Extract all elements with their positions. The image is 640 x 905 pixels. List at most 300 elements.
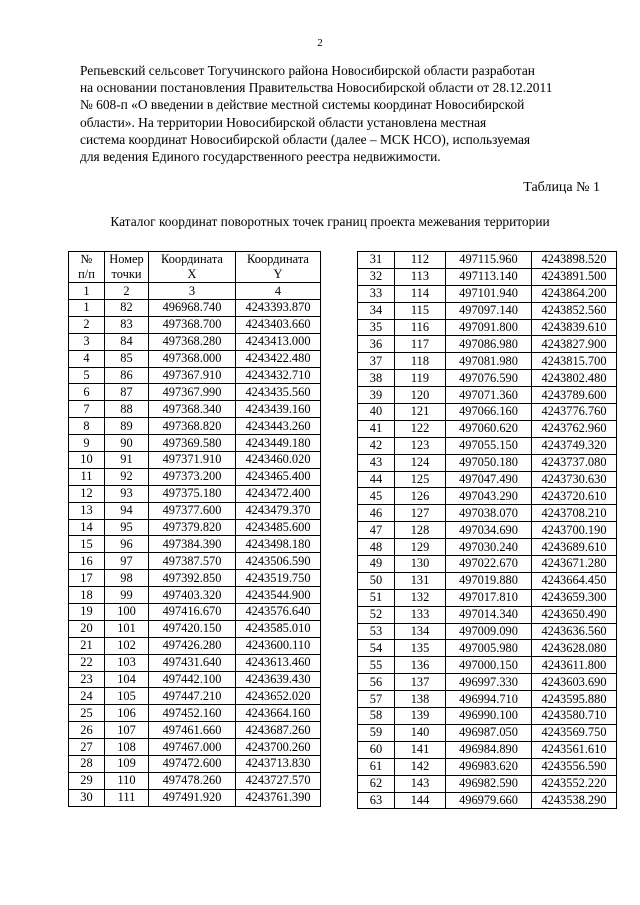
coord-x: 497030.240 xyxy=(446,539,532,556)
table-row xyxy=(69,401,321,418)
point-number: 129 xyxy=(395,539,446,556)
point-number: 102 xyxy=(105,637,149,654)
coord-y: 4243498.180 xyxy=(236,536,321,553)
coord-y: 4243576.640 xyxy=(236,604,321,621)
table-row xyxy=(358,302,617,319)
coord-y: 4243538.290 xyxy=(532,792,617,809)
point-number: 95 xyxy=(105,519,149,536)
coord-x: 497086.980 xyxy=(446,336,532,353)
coord-x: 496968.740 xyxy=(149,300,236,317)
table-row xyxy=(358,556,617,573)
header-row xyxy=(69,252,321,283)
coord-y: 4243465.400 xyxy=(236,468,321,485)
coord-x: 497076.590 xyxy=(446,370,532,387)
row-index: 9 xyxy=(69,435,105,452)
coord-x: 497081.980 xyxy=(446,353,532,370)
row-index: 21 xyxy=(69,637,105,654)
coord-x: 497055.150 xyxy=(446,437,532,454)
coord-x: 497379.820 xyxy=(149,519,236,536)
row-index: 54 xyxy=(358,640,395,657)
row-index: 22 xyxy=(69,654,105,671)
coord-x: 497022.670 xyxy=(446,556,532,573)
point-number: 103 xyxy=(105,654,149,671)
table-row xyxy=(69,333,321,350)
table-row xyxy=(358,420,617,437)
page-number: 2 xyxy=(317,37,323,49)
row-index: 26 xyxy=(69,722,105,739)
row-index: 17 xyxy=(69,570,105,587)
coord-x: 497491.920 xyxy=(149,789,236,806)
table-row xyxy=(358,252,617,269)
coord-y: 4243671.280 xyxy=(532,556,617,573)
table-row xyxy=(69,536,321,553)
point-number: 100 xyxy=(105,604,149,621)
coord-y: 4243585.010 xyxy=(236,620,321,637)
point-number: 111 xyxy=(105,789,149,806)
coord-y: 4243839.610 xyxy=(532,319,617,336)
coord-y: 4243432.710 xyxy=(236,367,321,384)
coord-x: 497478.260 xyxy=(149,772,236,789)
coord-x: 497472.600 xyxy=(149,756,236,773)
coord-y: 4243639.430 xyxy=(236,671,321,688)
coord-y: 4243700.260 xyxy=(236,739,321,756)
row-index: 60 xyxy=(358,741,395,758)
row-index: 53 xyxy=(358,623,395,640)
point-number: 116 xyxy=(395,319,446,336)
point-number: 120 xyxy=(395,387,446,404)
table-row xyxy=(358,319,617,336)
row-index: 52 xyxy=(358,606,395,623)
row-index: 8 xyxy=(69,418,105,435)
coord-x: 497368.820 xyxy=(149,418,236,435)
table-row xyxy=(358,674,617,691)
coord-y: 4243898.520 xyxy=(532,252,617,269)
point-number: 138 xyxy=(395,691,446,708)
row-index: 14 xyxy=(69,519,105,536)
paragraph-line: № 608-п «О введении в действие местной системы координат Новосибирской xyxy=(80,97,525,113)
point-number: 127 xyxy=(395,505,446,522)
row-index: 59 xyxy=(358,724,395,741)
row-index: 27 xyxy=(69,739,105,756)
point-number: 122 xyxy=(395,420,446,437)
coord-y: 4243650.490 xyxy=(532,606,617,623)
row-index: 32 xyxy=(358,268,395,285)
point-number: 108 xyxy=(105,739,149,756)
coord-x: 497369.580 xyxy=(149,435,236,452)
coord-y: 4243422.480 xyxy=(236,350,321,367)
table-row xyxy=(69,789,321,806)
coord-x: 497101.940 xyxy=(446,285,532,302)
coord-x: 497047.490 xyxy=(446,471,532,488)
table-row xyxy=(358,741,617,758)
coordinates-table-right xyxy=(357,251,617,809)
row-index: 61 xyxy=(358,758,395,775)
row-index: 56 xyxy=(358,674,395,691)
row-index: 33 xyxy=(358,285,395,302)
intro-paragraph xyxy=(80,62,610,165)
coord-x: 497091.800 xyxy=(446,319,532,336)
row-index: 7 xyxy=(69,401,105,418)
table-row xyxy=(358,589,617,606)
coord-y: 4243628.080 xyxy=(532,640,617,657)
column-number: 3 xyxy=(149,283,236,300)
point-number: 101 xyxy=(105,620,149,637)
coord-y: 4243815.700 xyxy=(532,353,617,370)
table-row xyxy=(69,772,321,789)
point-number: 131 xyxy=(395,572,446,589)
point-number: 88 xyxy=(105,401,149,418)
coord-x: 497375.180 xyxy=(149,485,236,502)
row-index: 24 xyxy=(69,688,105,705)
row-index: 44 xyxy=(358,471,395,488)
coord-x: 497043.290 xyxy=(446,488,532,505)
coord-y: 4243776.760 xyxy=(532,404,617,421)
table-row xyxy=(69,485,321,502)
point-number: 83 xyxy=(105,316,149,333)
row-index: 25 xyxy=(69,705,105,722)
coord-y: 4243485.600 xyxy=(236,519,321,536)
point-number: 106 xyxy=(105,705,149,722)
point-number: 125 xyxy=(395,471,446,488)
row-index: 34 xyxy=(358,302,395,319)
point-number: 87 xyxy=(105,384,149,401)
point-number: 104 xyxy=(105,671,149,688)
coord-y: 4243460.020 xyxy=(236,452,321,469)
row-index: 19 xyxy=(69,604,105,621)
point-number: 126 xyxy=(395,488,446,505)
coord-y: 4243569.750 xyxy=(532,724,617,741)
row-index: 55 xyxy=(358,657,395,674)
point-number: 117 xyxy=(395,336,446,353)
coord-y: 4243827.900 xyxy=(532,336,617,353)
table-row xyxy=(358,353,617,370)
coord-x: 497000.150 xyxy=(446,657,532,674)
coord-x: 496983.620 xyxy=(446,758,532,775)
table-row xyxy=(69,570,321,587)
paragraph-line: система координат Новосибирской области (далее – МСК НСО), используемая xyxy=(80,131,531,147)
coord-x: 497019.880 xyxy=(446,572,532,589)
coord-x: 497034.690 xyxy=(446,522,532,539)
point-number: 97 xyxy=(105,553,149,570)
coord-x: 497368.340 xyxy=(149,401,236,418)
point-number: 119 xyxy=(395,370,446,387)
coord-x: 497097.140 xyxy=(446,302,532,319)
row-index: 18 xyxy=(69,587,105,604)
coord-y: 4243700.190 xyxy=(532,522,617,539)
row-index: 29 xyxy=(69,772,105,789)
row-index: 45 xyxy=(358,488,395,505)
row-index: 63 xyxy=(358,792,395,809)
point-number: 143 xyxy=(395,775,446,792)
coord-x: 497420.150 xyxy=(149,620,236,637)
coord-y: 4243749.320 xyxy=(532,437,617,454)
row-index: 51 xyxy=(358,589,395,606)
point-number: 112 xyxy=(395,252,446,269)
table-row xyxy=(358,691,617,708)
point-number: 94 xyxy=(105,502,149,519)
coord-y: 4243519.750 xyxy=(236,570,321,587)
row-index: 11 xyxy=(69,468,105,485)
table-row xyxy=(358,505,617,522)
point-number: 135 xyxy=(395,640,446,657)
point-number: 85 xyxy=(105,350,149,367)
coord-y: 4243439.160 xyxy=(236,401,321,418)
coord-y: 4243561.610 xyxy=(532,741,617,758)
coord-x: 497115.960 xyxy=(446,252,532,269)
coord-x: 497113.140 xyxy=(446,268,532,285)
coord-x: 497377.600 xyxy=(149,502,236,519)
coord-y: 4243762.960 xyxy=(532,420,617,437)
row-index: 16 xyxy=(69,553,105,570)
coord-y: 4243611.800 xyxy=(532,657,617,674)
point-number: 144 xyxy=(395,792,446,809)
header-point-number: Номер точки xyxy=(105,252,149,283)
coord-x: 497014.340 xyxy=(446,606,532,623)
column-number: 1 xyxy=(69,283,105,300)
table-row xyxy=(358,724,617,741)
point-number: 91 xyxy=(105,452,149,469)
coord-x: 497371.910 xyxy=(149,452,236,469)
row-index: 1 xyxy=(69,300,105,317)
row-index: 50 xyxy=(358,572,395,589)
table-row xyxy=(358,640,617,657)
table-row xyxy=(69,468,321,485)
row-index: 36 xyxy=(358,336,395,353)
row-index: 38 xyxy=(358,370,395,387)
coord-y: 4243730.630 xyxy=(532,471,617,488)
coord-x: 497467.000 xyxy=(149,739,236,756)
point-number: 123 xyxy=(395,437,446,454)
column-number: 2 xyxy=(105,283,149,300)
column-number-row xyxy=(69,283,321,300)
coord-y: 4243727.570 xyxy=(236,772,321,789)
point-number: 86 xyxy=(105,367,149,384)
point-number: 130 xyxy=(395,556,446,573)
coord-x: 496997.330 xyxy=(446,674,532,691)
table-row xyxy=(358,623,617,640)
row-index: 20 xyxy=(69,620,105,637)
paragraph-line: области». На территории Новосибирской области установлена местная xyxy=(80,114,487,130)
table-row xyxy=(358,370,617,387)
coord-x: 496987.050 xyxy=(446,724,532,741)
coord-y: 4243603.690 xyxy=(532,674,617,691)
header-index: № п/п xyxy=(69,252,105,283)
coord-y: 4243659.300 xyxy=(532,589,617,606)
point-number: 113 xyxy=(395,268,446,285)
table-row xyxy=(69,367,321,384)
table-row xyxy=(69,739,321,756)
table-row xyxy=(358,336,617,353)
coord-x: 497368.000 xyxy=(149,350,236,367)
point-number: 99 xyxy=(105,587,149,604)
table-body-left xyxy=(69,300,321,807)
point-number: 136 xyxy=(395,657,446,674)
row-index: 47 xyxy=(358,522,395,539)
coord-x: 497416.670 xyxy=(149,604,236,621)
coord-x: 497050.180 xyxy=(446,454,532,471)
table-row xyxy=(69,384,321,401)
point-number: 114 xyxy=(395,285,446,302)
table-row xyxy=(69,300,321,317)
point-number: 105 xyxy=(105,688,149,705)
table-row xyxy=(358,404,617,421)
paragraph-line: на основании постановления Правительства Новосибирской области от 28.12.2011 xyxy=(80,80,553,96)
coord-y: 4243449.180 xyxy=(236,435,321,452)
row-index: 31 xyxy=(358,252,395,269)
table-row xyxy=(69,350,321,367)
point-number: 128 xyxy=(395,522,446,539)
table-row xyxy=(69,705,321,722)
coord-x: 497447.210 xyxy=(149,688,236,705)
coord-y: 4243891.500 xyxy=(532,268,617,285)
row-index: 10 xyxy=(69,452,105,469)
point-number: 118 xyxy=(395,353,446,370)
row-index: 39 xyxy=(358,387,395,404)
table-row xyxy=(358,268,617,285)
point-number: 134 xyxy=(395,623,446,640)
coord-x: 497038.070 xyxy=(446,505,532,522)
table-row xyxy=(69,620,321,637)
row-index: 13 xyxy=(69,502,105,519)
point-number: 139 xyxy=(395,708,446,725)
coord-x: 497367.990 xyxy=(149,384,236,401)
table-row xyxy=(69,316,321,333)
table-row xyxy=(358,572,617,589)
coord-y: 4243864.200 xyxy=(532,285,617,302)
table-row xyxy=(69,722,321,739)
point-number: 141 xyxy=(395,741,446,758)
header-coord-y: Координата Y xyxy=(236,252,321,283)
point-number: 110 xyxy=(105,772,149,789)
table-row xyxy=(358,488,617,505)
coord-y: 4243556.590 xyxy=(532,758,617,775)
coord-y: 4243664.450 xyxy=(532,572,617,589)
table-row xyxy=(358,285,617,302)
coord-y: 4243435.560 xyxy=(236,384,321,401)
table-row xyxy=(358,539,617,556)
row-index: 23 xyxy=(69,671,105,688)
coord-y: 4243737.080 xyxy=(532,454,617,471)
coord-x: 497367.910 xyxy=(149,367,236,384)
coord-y: 4243713.830 xyxy=(236,756,321,773)
row-index: 2 xyxy=(69,316,105,333)
coord-x: 497387.570 xyxy=(149,553,236,570)
point-number: 115 xyxy=(395,302,446,319)
coord-y: 4243708.210 xyxy=(532,505,617,522)
point-number: 92 xyxy=(105,468,149,485)
coord-x: 497071.360 xyxy=(446,387,532,404)
row-index: 30 xyxy=(69,789,105,806)
header-coord-x: Координата X xyxy=(149,252,236,283)
coord-y: 4243689.610 xyxy=(532,539,617,556)
point-number: 132 xyxy=(395,589,446,606)
table-caption: Каталог координат поворотных точек границ проекта межевания территории xyxy=(110,214,550,229)
coord-y: 4243443.260 xyxy=(236,418,321,435)
row-index: 4 xyxy=(69,350,105,367)
row-index: 15 xyxy=(69,536,105,553)
coord-y: 4243580.710 xyxy=(532,708,617,725)
table-row xyxy=(69,604,321,621)
coord-x: 496979.660 xyxy=(446,792,532,809)
coord-x: 496990.100 xyxy=(446,708,532,725)
coord-x: 497403.320 xyxy=(149,587,236,604)
point-number: 107 xyxy=(105,722,149,739)
coord-y: 4243393.870 xyxy=(236,300,321,317)
coord-x: 497017.810 xyxy=(446,589,532,606)
table-row xyxy=(69,688,321,705)
table-row xyxy=(358,657,617,674)
row-index: 28 xyxy=(69,756,105,773)
table-row xyxy=(358,387,617,404)
coord-x: 497384.390 xyxy=(149,536,236,553)
coord-x: 497442.100 xyxy=(149,671,236,688)
table-row xyxy=(69,435,321,452)
coord-y: 4243802.480 xyxy=(532,370,617,387)
row-index: 5 xyxy=(69,367,105,384)
coord-y: 4243506.590 xyxy=(236,553,321,570)
table-row xyxy=(69,502,321,519)
table-row xyxy=(69,519,321,536)
row-index: 42 xyxy=(358,437,395,454)
coord-x: 497426.280 xyxy=(149,637,236,654)
table-row xyxy=(69,756,321,773)
coord-y: 4243789.600 xyxy=(532,387,617,404)
coord-y: 4243472.400 xyxy=(236,485,321,502)
point-number: 89 xyxy=(105,418,149,435)
point-number: 140 xyxy=(395,724,446,741)
row-index: 37 xyxy=(358,353,395,370)
table-row xyxy=(69,587,321,604)
row-index: 46 xyxy=(358,505,395,522)
table-row xyxy=(358,758,617,775)
table-row xyxy=(69,418,321,435)
row-index: 48 xyxy=(358,539,395,556)
coordinates-table-left xyxy=(68,251,321,807)
coord-x: 497005.980 xyxy=(446,640,532,657)
coord-y: 4243652.020 xyxy=(236,688,321,705)
table-row xyxy=(358,606,617,623)
point-number: 93 xyxy=(105,485,149,502)
coord-y: 4243613.460 xyxy=(236,654,321,671)
table-row xyxy=(69,553,321,570)
coord-x: 497431.640 xyxy=(149,654,236,671)
coord-x: 497368.280 xyxy=(149,333,236,350)
coord-x: 497452.160 xyxy=(149,705,236,722)
coord-y: 4243852.560 xyxy=(532,302,617,319)
table-row xyxy=(358,471,617,488)
coord-x: 497373.200 xyxy=(149,468,236,485)
coord-x: 497060.620 xyxy=(446,420,532,437)
point-number: 82 xyxy=(105,300,149,317)
point-number: 90 xyxy=(105,435,149,452)
coord-x: 497368.700 xyxy=(149,316,236,333)
coord-y: 4243479.370 xyxy=(236,502,321,519)
point-number: 109 xyxy=(105,756,149,773)
column-number: 4 xyxy=(236,283,321,300)
point-number: 96 xyxy=(105,536,149,553)
table-row xyxy=(69,654,321,671)
coord-y: 4243761.390 xyxy=(236,789,321,806)
point-number: 121 xyxy=(395,404,446,421)
row-index: 40 xyxy=(358,404,395,421)
table-row xyxy=(69,637,321,654)
table-row xyxy=(358,522,617,539)
coord-x: 497066.160 xyxy=(446,404,532,421)
table-number: Таблица № 1 xyxy=(523,180,600,195)
point-number: 98 xyxy=(105,570,149,587)
coord-y: 4243664.160 xyxy=(236,705,321,722)
table-row xyxy=(69,671,321,688)
